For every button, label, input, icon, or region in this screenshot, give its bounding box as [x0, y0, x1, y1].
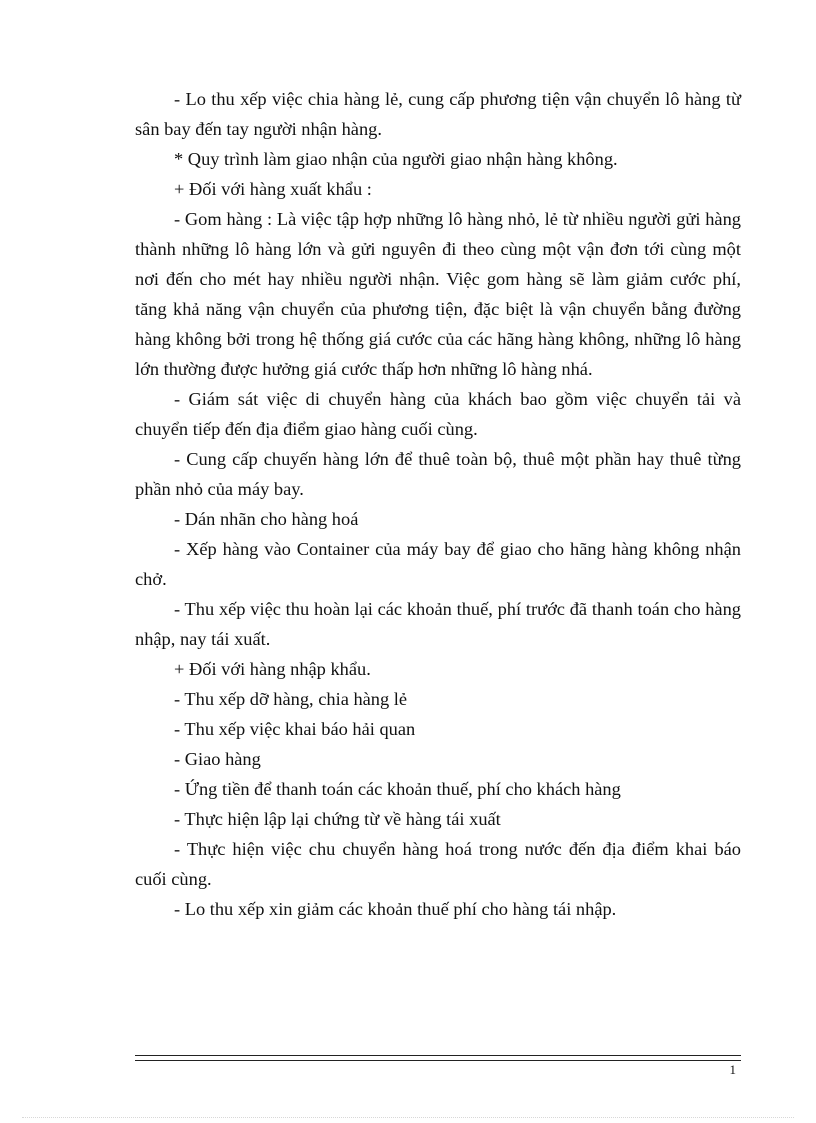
paragraph-arrange-distribution: - Lo thu xếp việc chia hàng lẻ, cung cấp phương tiện vận chuyển lô hàng từ sân bay đến tay người nhận hàng. — [135, 89, 741, 139]
paragraph-unloading: - Thu xếp dỡ hàng, chia hàng lẻ — [174, 689, 408, 709]
paragraph-export-heading: + Đối với hàng xuất khẩu : — [174, 179, 372, 199]
paragraph-delivery: - Giao hàng — [174, 749, 261, 769]
page-edge-dotted-line — [22, 1117, 794, 1118]
paragraph-import-heading: + Đối với hàng nhập khẩu. — [174, 659, 371, 679]
footer-divider — [135, 1055, 741, 1061]
document-body — [135, 84, 741, 924]
paragraph-charter: - Cung cấp chuyến hàng lớn để thuê toàn bộ, thuê một phần hay thuê từng phần nhỏ của máy bay. — [135, 449, 741, 499]
page-number: 1 — [729, 1062, 736, 1077]
paragraph-document-reissue: - Thực hiện lập lại chứng từ về hàng tái xuất — [174, 809, 501, 829]
paragraph-labeling: - Dán nhãn cho hàng hoá — [174, 509, 359, 529]
paragraph-supervision: - Giám sát việc di chuyển hàng của khách bao gồm việc chuyển tải và chuyển tiếp đến địa điểm giao hàng cuối cùng. — [135, 389, 741, 439]
paragraph-domestic-transfer: - Thực hiện việc chu chuyển hàng hoá trong nước đến địa điểm khai báo cuối cùng. — [135, 839, 741, 889]
paragraph-advance-payment: - Ứng tiền để thanh toán các khoản thuế, phí cho khách hàng — [174, 779, 621, 799]
paragraph-consolidation: - Gom hàng : Là việc tập hợp những lô hàng nhỏ, lẻ từ nhiều người gửi hàng thành những lô hàng lớn và gửi nguyên đi theo cùng một vận đơn tới cùng một nơi đến cho mét hay nhiều người nhận. Việc gom hàng sẽ làm giảm cước phí, tăng khả năng vận chuyển của phương tiện, đặc biệt là vận chuyển bằng đường hàng không bởi trong hệ thống giá cước của các hãng hàng không, những lô hàng lớn thường được hưởng giá cước thấp hơn những lô hàng nhá. — [135, 209, 741, 379]
paragraph-process-heading: * Quy trình làm giao nhận của người giao nhận hàng không. — [174, 149, 618, 169]
paragraph-customs-declaration: - Thu xếp việc khai báo hải quan — [174, 719, 416, 739]
paragraph-container-loading: - Xếp hàng vào Container của máy bay để giao cho hãng hàng không nhận chở. — [135, 539, 741, 589]
paragraph-tax-refund: - Thu xếp việc thu hoàn lại các khoản thuế, phí trước đã thanh toán cho hàng nhập, nay tái xuất. — [135, 599, 741, 649]
paragraph-tax-reduction: - Lo thu xếp xin giảm các khoản thuế phí cho hàng tái nhập. — [174, 899, 617, 919]
